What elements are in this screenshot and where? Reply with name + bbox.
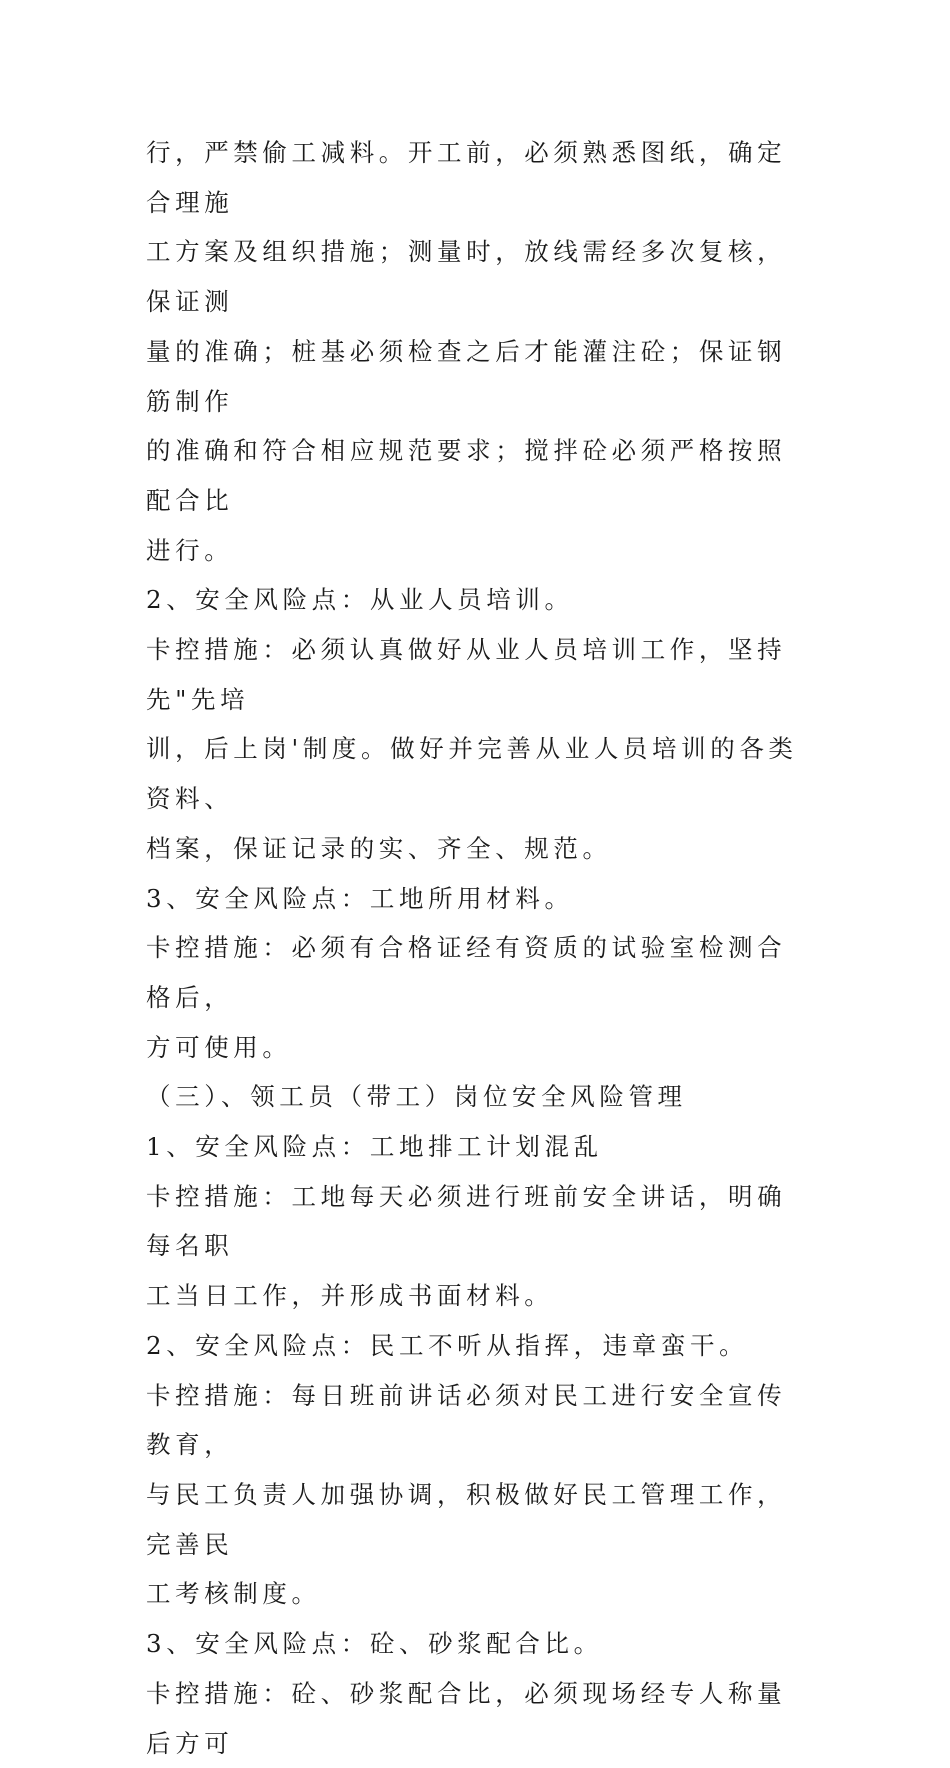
- body-line: 的准确和符合相应规范要求；搅拌砼必须严格按照配合比: [146, 436, 787, 515]
- risk-point-heading: 3、安全风险点：砼、砂浆配合比。: [146, 1629, 603, 1659]
- risk-point-heading: 1、安全风险点：工地排工计划混乱: [146, 1132, 603, 1162]
- body-line: 量的准确；桩基必须检查之后才能灌注砼；保证钢筋制作: [146, 336, 787, 416]
- risk-point-heading: 2、安全风险点：从业人员培训。: [146, 585, 574, 615]
- control-measure-line: 卡控措施：砼、砂浆配合比，必须现场经专人称量后方可: [146, 1678, 787, 1758]
- body-line: 进行。: [146, 535, 234, 565]
- document-body: [146, 128, 810, 1768]
- body-line: 训，后上岗'制度。做好并完善从业人员培训的各类资料、: [146, 734, 798, 814]
- body-line: 行，严禁偷工减料。开工前，必须熟悉图纸，确定合理施: [146, 138, 787, 217]
- body-line: 工当日工作，并形成书面材料。: [146, 1281, 554, 1311]
- control-measure-line: 卡控措施：每日班前讲话必须对民工进行安全宣传教育，: [146, 1380, 787, 1460]
- control-measure-line: 卡控措施：工地每天必须进行班前安全讲话，明确每名职: [146, 1181, 787, 1261]
- body-line: 工考核制度。: [146, 1579, 321, 1609]
- control-measure-line: 卡控措施：必须认真做好从业人员培训工作，坚持先"先培: [146, 635, 787, 714]
- body-line: 与民工负责人加强协调，积极做好民工管理工作，完善民: [146, 1479, 787, 1559]
- body-line: 工方案及组织措施；测量时，放线需经多次复核，保证测: [146, 237, 787, 317]
- risk-point-heading: 2、安全风险点：民工不听从指挥，违章蛮干。: [146, 1330, 749, 1360]
- body-line: 档案，保证记录的实、齐全、规范。: [146, 833, 612, 863]
- control-measure-line: 卡控措施：必须有合格证经有资质的试验室检测合格后，: [146, 933, 787, 1012]
- section-heading: （三）、领工员（带工）岗位安全风险管理: [146, 1082, 687, 1112]
- risk-point-heading: 3、安全风险点：工地所用材料。: [146, 883, 574, 913]
- body-line: 方可使用。: [146, 1032, 292, 1062]
